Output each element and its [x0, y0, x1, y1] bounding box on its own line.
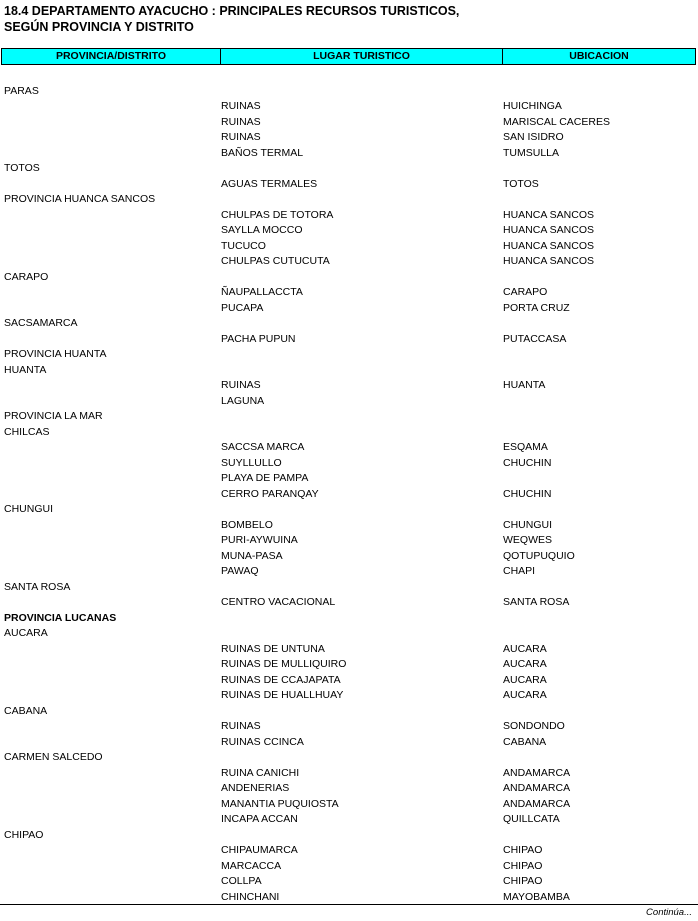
- table-row: [0, 874, 698, 890]
- ubicacion-cell: PORTA CRUZ: [503, 301, 570, 314]
- table-row: [0, 750, 698, 766]
- lugar-turistico-cell: LAGUNA: [221, 394, 265, 407]
- table-row: [0, 177, 698, 193]
- table-row: [0, 704, 698, 720]
- table-row: [0, 580, 698, 596]
- lugar-turistico-cell: CHULPAS CUTUCUTA: [221, 255, 330, 267]
- table-row: [0, 146, 698, 162]
- ubicacion-cell: WEQWES: [503, 534, 552, 546]
- lugar-turistico-cell: BAÑOS TERMAL: [221, 146, 304, 159]
- table-row: [0, 425, 698, 441]
- table-row: [0, 859, 698, 875]
- table-row: [0, 285, 698, 301]
- ubicacion-cell: ANDAMARCA: [503, 766, 571, 779]
- lugar-turistico-cell: COLLPA: [221, 875, 262, 887]
- table-row: [0, 161, 698, 177]
- table-row: [0, 223, 698, 239]
- ubicacion-cell: SONDONDO: [503, 720, 565, 732]
- table-row: [0, 549, 698, 565]
- table-row: [0, 781, 698, 797]
- lugar-turistico-cell: AGUAS TERMALES: [221, 177, 318, 190]
- provincia-distrito-cell: CHUNGUI: [4, 503, 53, 515]
- table-row: [0, 347, 698, 363]
- lugar-turistico-cell: PAWAQ: [221, 565, 259, 577]
- lugar-turistico-cell: RUINAS: [221, 720, 261, 732]
- ubicacion-cell: CHAPI: [503, 565, 536, 577]
- ubicacion-cell: CHUCHIN: [503, 456, 552, 469]
- title-line-1: 18.4 DEPARTAMENTO AYACUCHO : PRINCIPALES RECURSOS TURISTICOS,: [4, 4, 460, 18]
- ubicacion-cell: ANDAMARCA: [503, 782, 571, 794]
- lugar-turistico-cell: CERRO PARANQAY: [221, 487, 319, 500]
- ubicacion-cell: AUCARA: [503, 673, 547, 686]
- provincia-distrito-cell: TOTOS: [4, 162, 40, 174]
- lugar-turistico-cell: PLAYA DE PAMPA: [221, 472, 309, 484]
- ubicacion-cell: ANDAMARCA: [503, 797, 571, 810]
- table-row: [0, 797, 698, 813]
- table-row: [0, 502, 698, 518]
- continues-note: Continúa...: [646, 907, 692, 918]
- table-row: [0, 626, 698, 642]
- table-row: [0, 890, 698, 906]
- table-row: [0, 239, 698, 255]
- lugar-turistico-cell: BOMBELO: [221, 518, 273, 531]
- ubicacion-cell: HUANCA SANCOS: [503, 224, 595, 236]
- provincia-distrito-cell: PROVINCIA LUCANAS: [4, 611, 117, 624]
- lugar-turistico-cell: MANANTIA PUQUIOSTA: [221, 797, 339, 810]
- provincia-distrito-cell: PROVINCIA LA MAR: [4, 410, 103, 422]
- provincia-distrito-cell: HUANTA: [4, 363, 47, 376]
- table-row: [0, 611, 698, 627]
- table-row: [0, 84, 698, 100]
- ubicacion-cell: SAN ISIDRO: [503, 131, 564, 143]
- lugar-turistico-cell: RUINAS DE MULLIQUIRO: [221, 658, 347, 670]
- lugar-turistico-cell: CHIPAUMARCA: [221, 844, 298, 856]
- table-row: [0, 254, 698, 270]
- table-row: [0, 471, 698, 487]
- ubicacion-cell: AUCARA: [503, 642, 547, 655]
- ubicacion-cell: CHIPAO: [503, 875, 543, 887]
- lugar-turistico-cell: PURI-AYWUINA: [221, 534, 298, 546]
- lugar-turistico-cell: SAYLLA MOCCO: [221, 224, 303, 236]
- ubicacion-cell: CHUNGUI: [503, 518, 552, 531]
- provincia-distrito-cell: SACSAMARCA: [4, 317, 78, 329]
- table-row: [0, 332, 698, 348]
- table-row: [0, 518, 698, 534]
- ubicacion-cell: CHIPAO: [503, 844, 543, 856]
- bottom-rule: [0, 904, 698, 905]
- provincia-distrito-cell: CARAPO: [4, 270, 49, 283]
- ubicacion-cell: HUANCA SANCOS: [503, 239, 595, 252]
- table-row: [0, 719, 698, 735]
- provincia-distrito-cell: PARAS: [4, 84, 39, 97]
- lugar-turistico-cell: TUCUCO: [221, 239, 266, 252]
- lugar-turistico-cell: SUYLLULLO: [221, 456, 282, 469]
- lugar-turistico-cell: RUINA CANICHI: [221, 766, 300, 779]
- ubicacion-cell: QOTUPUQUIO: [503, 549, 575, 562]
- header-lugar-turistico: LUGAR TURISTICO: [220, 48, 503, 65]
- ubicacion-cell: CHIPAO: [503, 859, 543, 872]
- ubicacion-cell: ESQAMA: [503, 441, 548, 453]
- table-row: [0, 316, 698, 332]
- table-row: [0, 533, 698, 549]
- lugar-turistico-cell: RUINAS: [221, 131, 261, 143]
- provincia-distrito-cell: CHIPAO: [4, 828, 44, 841]
- table-row: [0, 456, 698, 472]
- lugar-turistico-cell: RUINAS CCINCA: [221, 735, 304, 748]
- lugar-turistico-cell: ÑAUPALLACCTA: [221, 286, 303, 298]
- table-row: [0, 595, 698, 611]
- title-line-2: SEGÚN PROVINCIA Y DISTRITO: [4, 20, 194, 34]
- table-row: [0, 115, 698, 131]
- table-row: [0, 301, 698, 317]
- lugar-turistico-cell: INCAPA ACCAN: [221, 813, 298, 825]
- lugar-turistico-cell: MARCACCA: [221, 859, 282, 872]
- table-row: [0, 363, 698, 379]
- table-row: [0, 688, 698, 704]
- table-row: [0, 657, 698, 673]
- table-row: [0, 378, 698, 394]
- provincia-distrito-cell: AUCARA: [4, 627, 48, 639]
- ubicacion-cell: HUICHINGA: [503, 100, 562, 112]
- table-row: [0, 192, 698, 208]
- ubicacion-cell: HUANCA SANCOS: [503, 255, 595, 267]
- provincia-distrito-cell: CARMEN SALCEDO: [4, 751, 103, 763]
- lugar-turistico-cell: MUNA-PASA: [221, 549, 283, 562]
- ubicacion-cell: CHUCHIN: [503, 487, 552, 500]
- ubicacion-cell: TOTOS: [503, 177, 539, 190]
- lugar-turistico-cell: RUINAS DE UNTUNA: [221, 642, 325, 655]
- ubicacion-cell: QUILLCATA: [503, 813, 560, 825]
- header-provincia-distrito: PROVINCIA/DISTRITO: [1, 48, 221, 65]
- lugar-turistico-cell: CENTRO VACACIONAL: [221, 596, 336, 608]
- table-row: [0, 735, 698, 751]
- ubicacion-cell: HUANTA: [503, 379, 546, 391]
- table-row: [0, 208, 698, 224]
- table-row: [0, 828, 698, 844]
- ubicacion-cell: CARAPO: [503, 286, 548, 298]
- provincia-distrito-cell: CHILCAS: [4, 425, 50, 438]
- provincia-distrito-cell: SANTA ROSA: [4, 580, 71, 593]
- ubicacion-cell: AUCARA: [503, 658, 547, 670]
- ubicacion-cell: MARISCAL CACERES: [503, 115, 610, 128]
- lugar-turistico-cell: PUCAPA: [221, 301, 264, 314]
- header-ubicacion: UBICACION: [502, 48, 696, 65]
- table-row: [0, 642, 698, 658]
- provincia-distrito-cell: PROVINCIA HUANCA SANCOS: [4, 193, 156, 205]
- page-title: [4, 3, 459, 35]
- table-row: [0, 673, 698, 689]
- lugar-turistico-cell: CHULPAS DE TOTORA: [221, 208, 334, 221]
- lugar-turistico-cell: PACHA PUPUN: [221, 332, 296, 345]
- table-row: [0, 409, 698, 425]
- table-row: [0, 487, 698, 503]
- ubicacion-cell: TUMSULLA: [503, 146, 560, 159]
- table-row: [0, 812, 698, 828]
- table-row: [0, 766, 698, 782]
- ubicacion-cell: MAYOBAMBA: [503, 890, 570, 903]
- table-row: [0, 99, 698, 115]
- table-row: [0, 130, 698, 146]
- lugar-turistico-cell: RUINAS DE HUALLHUAY: [221, 689, 344, 701]
- table-row: [0, 270, 698, 286]
- table-row: [0, 394, 698, 410]
- ubicacion-cell: AUCARA: [503, 689, 547, 701]
- lugar-turistico-cell: RUINAS: [221, 115, 261, 128]
- ubicacion-cell: SANTA ROSA: [503, 596, 570, 608]
- table-row: [0, 843, 698, 859]
- lugar-turistico-cell: CHINCHANI: [221, 890, 280, 903]
- table-row: [0, 564, 698, 580]
- table-row: [0, 440, 698, 456]
- provincia-distrito-cell: PROVINCIA HUANTA: [4, 348, 107, 360]
- lugar-turistico-cell: RUINAS: [221, 379, 261, 391]
- ubicacion-cell: HUANCA SANCOS: [503, 208, 595, 221]
- lugar-turistico-cell: SACCSA MARCA: [221, 441, 305, 453]
- lugar-turistico-cell: ANDENERIAS: [221, 782, 290, 794]
- provincia-distrito-cell: CABANA: [4, 704, 48, 717]
- lugar-turistico-cell: RUINAS DE CCAJAPATA: [221, 673, 341, 686]
- ubicacion-cell: PUTACCASA: [503, 332, 567, 345]
- ubicacion-cell: CABANA: [503, 735, 547, 748]
- lugar-turistico-cell: RUINAS: [221, 100, 261, 112]
